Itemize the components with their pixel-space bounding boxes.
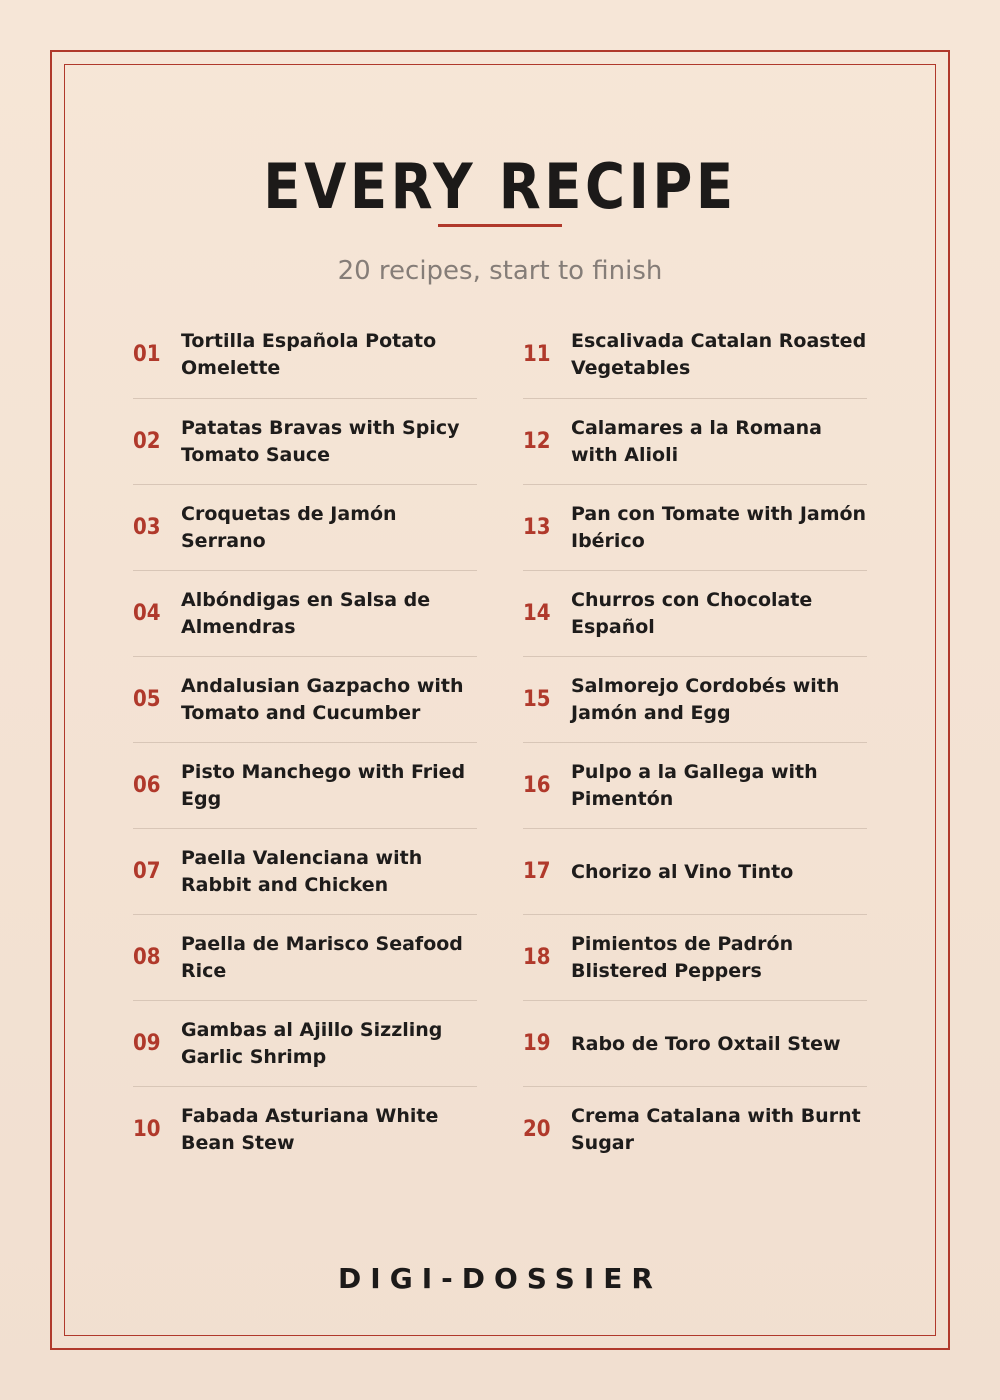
recipe-item — [523, 484, 867, 570]
recipe-number: 14 — [523, 601, 551, 626]
recipe-name: Escalivada Catalan Roasted Vegetables — [571, 330, 867, 379]
recipe-name: Pulpo a la Gallega with Pimentón — [571, 761, 818, 810]
recipe-item — [133, 742, 477, 828]
recipe-number: 20 — [523, 1117, 551, 1142]
recipe-item — [133, 828, 477, 914]
recipe-item — [133, 398, 477, 484]
recipe-name: Crema Catalana with Burnt Sugar — [571, 1105, 861, 1154]
recipe-item — [523, 570, 867, 656]
recipe-name: Calamares a la Romana with Alioli — [571, 417, 822, 466]
recipe-number: 04 — [133, 601, 161, 626]
recipe-item — [523, 914, 867, 1000]
recipe-number: 15 — [523, 687, 551, 712]
recipe-name: Paella de Marisco Seafood Rice — [181, 933, 463, 982]
recipe-name: Pimientos de Padrón Blistered Peppers — [571, 933, 794, 982]
recipe-item — [133, 656, 477, 742]
recipe-name: Albóndigas en Salsa de Almendras — [181, 589, 431, 638]
title-underline — [438, 224, 562, 227]
recipe-number: 19 — [523, 1031, 551, 1056]
recipe-name: Rabo de Toro Oxtail Stew — [571, 1032, 841, 1055]
recipe-item — [133, 1086, 477, 1172]
recipe-name: Gambas al Ajillo Sizzling Garlic Shrimp — [181, 1019, 443, 1068]
recipe-item — [133, 570, 477, 656]
recipe-name: Fabada Asturiana White Bean Stew — [181, 1105, 439, 1154]
recipe-item — [523, 1000, 867, 1086]
recipe-list-right — [523, 312, 867, 1172]
recipe-item — [523, 828, 867, 914]
recipe-number: 17 — [523, 859, 551, 884]
page-title: EVERY RECIPE — [263, 150, 737, 223]
recipe-number: 12 — [523, 429, 551, 454]
recipe-number: 02 — [133, 429, 161, 454]
recipe-number: 13 — [523, 515, 551, 540]
recipe-name: Salmorejo Cordobés with Jamón and Egg — [571, 675, 840, 724]
recipe-number: 01 — [133, 342, 161, 367]
recipe-name: Churros con Chocolate Español — [571, 589, 813, 638]
recipe-item — [523, 398, 867, 484]
recipe-name: Paella Valenciana with Rabbit and Chicken — [181, 847, 423, 896]
recipe-item — [133, 484, 477, 570]
recipe-name: Pan con Tomate with Jamón Ibérico — [571, 503, 867, 552]
page-subtitle: 20 recipes, start to finish — [337, 256, 663, 286]
recipe-name: Croquetas de Jamón Serrano — [181, 503, 397, 552]
recipe-number: 18 — [523, 945, 551, 970]
recipe-number: 11 — [523, 342, 551, 367]
recipe-number: 06 — [133, 773, 161, 798]
recipe-number: 07 — [133, 859, 161, 884]
recipe-list-left — [133, 312, 477, 1172]
recipe-name: Andalusian Gazpacho with Tomato and Cucumber — [181, 675, 464, 724]
recipe-name: Patatas Bravas with Spicy Tomato Sauce — [181, 417, 460, 466]
brand-footer: DIGI-DOSSIER — [338, 1262, 662, 1295]
recipe-name: Chorizo al Vino Tinto — [571, 860, 794, 883]
recipe-item — [523, 742, 867, 828]
recipe-item — [523, 656, 867, 742]
recipe-item — [523, 1086, 867, 1172]
recipe-item — [133, 312, 477, 398]
recipe-number: 03 — [133, 515, 161, 540]
recipe-item — [523, 312, 867, 398]
recipe-number: 09 — [133, 1031, 161, 1056]
recipe-item — [133, 914, 477, 1000]
recipe-name: Pisto Manchego with Fried Egg — [181, 761, 466, 810]
recipe-number: 16 — [523, 773, 551, 798]
recipe-number: 05 — [133, 687, 161, 712]
recipe-number: 08 — [133, 945, 161, 970]
recipe-name: Tortilla Española Potato Omelette — [181, 330, 437, 379]
recipe-number: 10 — [133, 1117, 161, 1142]
recipe-item — [133, 1000, 477, 1086]
